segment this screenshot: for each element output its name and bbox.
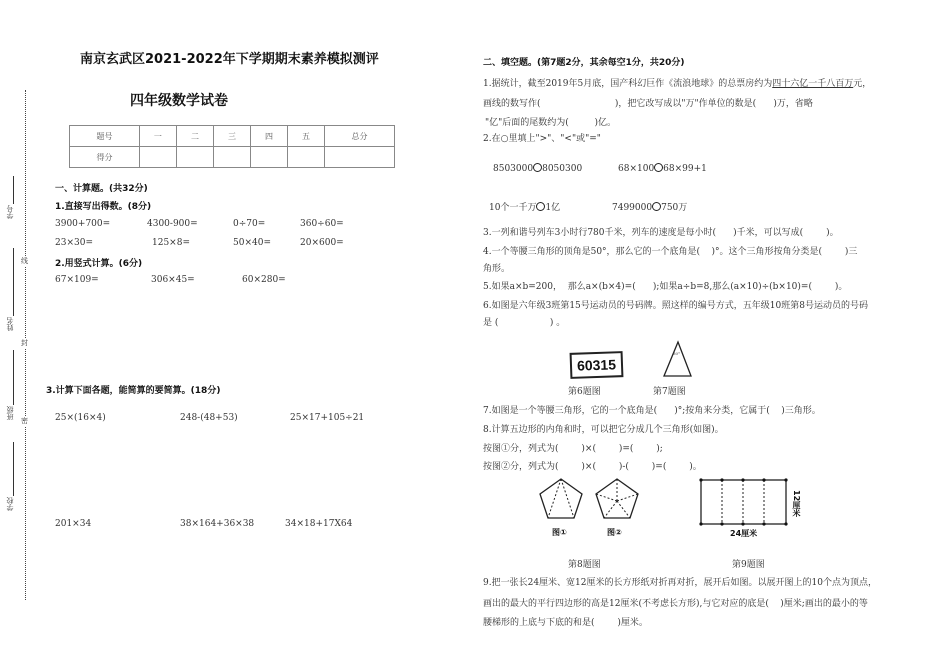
row-label: 得分 xyxy=(70,147,140,168)
figure-label: 图② xyxy=(607,528,622,537)
fill-q6-cont: 是 ( ) 。 xyxy=(483,318,566,328)
fill-q6: 6.如图是六年级3班第15号运动员的号码牌。照这样的编号方式，五年级10班第8号运动员的号码 xyxy=(483,301,868,311)
score-table xyxy=(69,125,395,168)
q3-title: 3.计算下面各题，能简算的要简算。(18分) xyxy=(46,386,221,396)
problem: 38×164+36×38 xyxy=(180,519,255,529)
figure-label: 图① xyxy=(552,528,567,537)
compare-circle[interactable] xyxy=(654,163,663,172)
fill-q8-a: 按图①分，列式为( )×( )=( ); xyxy=(483,444,663,454)
figure-caption: 第6题图 xyxy=(568,387,601,397)
field-student-id: 学号 xyxy=(6,205,14,219)
figure-caption: 第9题图 xyxy=(732,560,765,570)
exam-subtitle: 四年级数学试卷 xyxy=(130,93,228,109)
problem: 20×600= xyxy=(300,238,344,248)
fill-q2-title: 2.在○里填上">"、"<"或"=" xyxy=(483,134,601,144)
fill-q1-line1: 1.据统计，截至2019年5月底，国产科幻巨作《流浪地球》的总票房约为四十六亿一千八百万元， xyxy=(483,79,872,89)
field-line xyxy=(13,350,14,405)
figure-caption: 第8题图 xyxy=(568,560,601,570)
section1-title: 一、计算题。(共32分) xyxy=(55,184,148,194)
problem: 25×(16×4) xyxy=(55,413,106,423)
problem: 125×8= xyxy=(152,238,190,248)
seal-word: 密 xyxy=(21,417,28,425)
score-cell[interactable] xyxy=(325,147,395,168)
isosceles-triangle-figure xyxy=(660,340,696,378)
score-cell[interactable] xyxy=(176,147,213,168)
width-label: 24厘米 xyxy=(730,529,758,538)
q1-title: 1.直接写出得数。(8分) xyxy=(55,202,152,212)
compare-circle[interactable] xyxy=(533,163,542,172)
compare-item: 7499000 750万 xyxy=(612,203,688,213)
compare-item: 8503000 8050300 xyxy=(493,164,583,174)
problem: 4300-900= xyxy=(147,219,198,229)
problem: 23×30= xyxy=(55,238,93,248)
table-header: 二 xyxy=(176,126,213,147)
pentagon-2 xyxy=(596,479,638,518)
pentagon-1 xyxy=(540,479,582,518)
table-header: 一 xyxy=(139,126,176,147)
compare-item: 10个一千万 1亿 xyxy=(489,203,561,213)
fill-q7: 7.如图是一个等腰三角形，它的一个底角是( )°;按角来分类，它属于( )三角形。 xyxy=(483,406,821,416)
field-class: 班级 xyxy=(6,406,14,420)
problem: 306×45= xyxy=(151,275,195,285)
problem: 34×18+17X64 xyxy=(285,519,353,529)
exam-title: 南京玄武区2021-2022年下学期期末素养模拟测评 xyxy=(80,52,379,67)
field-name: 姓名 xyxy=(6,317,14,331)
field-school: 学校 xyxy=(6,497,14,511)
problem: 50×40= xyxy=(233,238,271,248)
fill-q9-cont: 画出的最大的平行四边形的高是12厘米(不考虑长方形),与它对应的底是( )厘米;画出的最小的等 xyxy=(483,599,868,609)
problem: 201×34 xyxy=(55,519,92,529)
table-header: 题号 xyxy=(70,126,140,147)
table-header: 五 xyxy=(287,126,324,147)
table-header: 总分 xyxy=(325,126,395,147)
underlined-number: 四十六亿一千八百万 xyxy=(772,79,854,89)
fill-q8-b: 按图②分，列式为( )×( )-( )=( )。 xyxy=(483,462,702,472)
compare-circle[interactable] xyxy=(652,202,661,211)
fill-q9: 9.把一张长24厘米、宽12厘米的长方形纸对折再对折，展开后如图。以展开图上的10个点为顶点， xyxy=(483,578,877,588)
field-line xyxy=(13,442,14,496)
section2-title: 二、填空题。(第7题2分，其余每空1分，共20分) xyxy=(483,58,685,68)
number-plate: 60315 xyxy=(570,351,624,379)
problem: 60×280= xyxy=(242,275,286,285)
rectangle-fold-figure xyxy=(698,477,794,527)
svg-text:80°: 80° xyxy=(673,351,681,356)
compare-item: 68×100 68×99+1 xyxy=(618,164,707,174)
field-line xyxy=(13,248,14,316)
fill-q5: 5.如果a×b=200， 那么a×(b×4)=( );如果a÷b=8,那么(a×10)÷(b×10)=( )。 xyxy=(483,282,848,292)
problem: 25×17+105÷21 xyxy=(290,413,365,423)
height-label: 12厘米 xyxy=(792,490,801,518)
seal-word: 封 xyxy=(21,339,28,347)
problem: 248-(48+53) xyxy=(180,413,238,423)
pentagon-figures xyxy=(538,477,648,523)
fill-q1-line3: "亿"后面的尾数约为( )亿。 xyxy=(485,118,617,128)
q2-title: 2.用竖式计算。(6分) xyxy=(55,259,143,269)
field-line xyxy=(13,176,14,204)
score-cell[interactable] xyxy=(139,147,176,168)
fill-q3: 3.一列和谐号列车3小时行780千米，列车的速度是每小时( )千米，可以写成( )。 xyxy=(483,228,839,238)
score-cell[interactable] xyxy=(250,147,287,168)
fill-q8: 8.计算五边形的内角和时，可以把它分成几个三角形(如图)。 xyxy=(483,425,724,435)
seal-word: 线 xyxy=(21,257,28,265)
fill-q1-line2: 画线的数写作( )，把它改写成以"万"作单位的数是( )万，省略 xyxy=(483,99,813,109)
problem: 0÷70= xyxy=(233,219,266,229)
figure-caption: 第7题图 xyxy=(653,387,686,397)
fill-q4: 4.一个等腰三角形的顶角是50°，那么它的一个底角是( )°。这个三角形按角分类是( )三 xyxy=(483,247,858,257)
problem: 67×109= xyxy=(55,275,99,285)
table-header: 三 xyxy=(213,126,250,147)
fill-q4-cont: 角形。 xyxy=(483,264,511,274)
fill-q9-cont2: 腰梯形的上底与下底的和是( )厘米。 xyxy=(483,618,648,628)
score-cell[interactable] xyxy=(287,147,324,168)
problem: 360÷60= xyxy=(300,219,344,229)
score-cell[interactable] xyxy=(213,147,250,168)
problem: 3900+700= xyxy=(55,219,111,229)
table-header: 四 xyxy=(250,126,287,147)
